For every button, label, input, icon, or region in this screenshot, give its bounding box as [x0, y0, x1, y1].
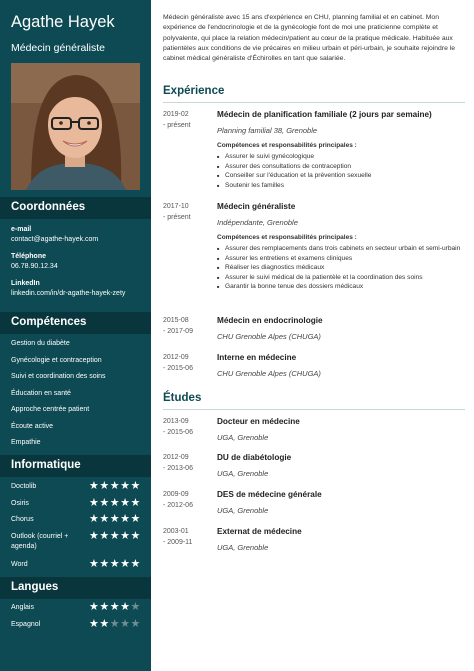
date-start: 2012-09: [163, 354, 189, 361]
responsibilities-list: [217, 244, 467, 292]
it-skill-label: Chorus: [11, 516, 34, 523]
skill-item: Approche centrée patient: [11, 406, 90, 413]
star-filled-icon: ★: [109, 513, 121, 525]
date-start: 2012-09: [163, 454, 189, 461]
job-title: Interne en médecine: [217, 353, 297, 362]
rating-stars: [89, 559, 141, 570]
star-filled-icon: ★: [109, 497, 121, 509]
list-item: ■ Réaliser les diagnostics médicaux: [217, 263, 467, 273]
star-filled-icon: ★: [89, 618, 100, 630]
employer: Planning familial 38, Grenoble: [217, 126, 318, 135]
star-filled-icon: ★: [99, 480, 110, 492]
employer: Indépendante, Grenoble: [217, 218, 298, 227]
email-label: e-mail: [11, 226, 32, 233]
degree-title: Docteur en médecine: [217, 417, 300, 426]
star-filled-icon: ★: [99, 618, 110, 630]
rating-stars: [89, 602, 141, 613]
rating-stars: [89, 481, 141, 492]
date-end: - 2015-06: [163, 365, 193, 372]
star-filled-icon: ★: [130, 530, 141, 542]
employer: CHU Grenoble Alpes (CHUGA): [217, 369, 321, 378]
list-item: ■ Assurer le suivi médical de la patientèle et la coordination des soins: [217, 273, 467, 283]
list-item: ■ Conseiller sur l'éducation et la prévention sexuelle: [217, 171, 467, 181]
date-end: - présent: [163, 214, 191, 221]
star-filled-icon: ★: [109, 558, 121, 570]
list-item: ■ Assurer les entretiens et examens cliniques: [217, 254, 467, 264]
star-filled-icon: ★: [109, 480, 121, 492]
skill-item: Éducation en santé: [11, 390, 71, 397]
school: UGA, Grenoble: [217, 506, 269, 515]
star-filled-icon: ★: [89, 601, 100, 613]
it-skill-label: Doctolib: [11, 483, 37, 490]
responsibilities-list: [217, 152, 467, 190]
education-section-title: Études: [163, 392, 202, 404]
it-skill-label: Osiris: [11, 500, 29, 507]
star-filled-icon: ★: [109, 530, 121, 542]
it-section-title: Informatique: [0, 455, 151, 477]
skills-section-title: Compétences: [0, 312, 151, 334]
job-title: Médecin généraliste: [217, 202, 296, 211]
star-filled-icon: ★: [130, 497, 141, 509]
list-item: ■ Garantir la bonne tenue des dossiers médicaux: [217, 282, 467, 292]
star-filled-icon: ★: [99, 530, 110, 542]
section-divider: [163, 102, 465, 103]
responsibilities-heading: Compétences et responsabilités principales :: [217, 142, 357, 149]
language-label: Anglais: [11, 604, 34, 611]
phone-value[interactable]: 06.78.90.12.34: [11, 263, 58, 270]
star-filled-icon: ★: [89, 497, 100, 509]
degree-title: DU de diabétologie: [217, 453, 292, 462]
portrait-image: [11, 63, 140, 190]
star-filled-icon: ★: [120, 513, 131, 525]
date-end: - 2009-11: [163, 539, 193, 546]
date-start: 2003-01: [163, 528, 189, 535]
skill-item: Empathie: [11, 439, 41, 446]
employer: CHU Grenoble Alpes (CHUGA): [217, 332, 321, 341]
responsibilities-heading: Compétences et responsabilités principales :: [217, 234, 357, 241]
star-filled-icon: ★: [130, 558, 141, 570]
school: UGA, Grenoble: [217, 469, 269, 478]
it-skill-label: Word: [11, 561, 28, 568]
star-filled-icon: ★: [89, 558, 100, 570]
rating-stars: [89, 498, 141, 509]
degree-title: DES de médecine générale: [217, 490, 322, 499]
date-end: - présent: [163, 122, 191, 129]
date-end: - 2017-09: [163, 328, 193, 335]
star-filled-icon: ★: [89, 530, 100, 542]
phone-label: Téléphone: [11, 253, 47, 260]
list-item: ■ Assurer des remplacements dans trois cabinets en secteur urbain et semi-urbain: [217, 244, 467, 254]
date-start: 2015-08: [163, 317, 189, 324]
main-content: [151, 0, 474, 671]
language-label: Espagnol: [11, 621, 41, 628]
star-filled-icon: ★: [120, 530, 131, 542]
star-filled-icon: ★: [99, 513, 110, 525]
star-empty-icon: ★: [120, 618, 131, 630]
star-filled-icon: ★: [120, 601, 131, 613]
linkedin-value[interactable]: linkedin.com/in/dr-agathe-hayek-zety: [11, 290, 126, 297]
section-divider: [163, 409, 465, 410]
star-empty-icon: ★: [130, 618, 141, 630]
star-filled-icon: ★: [109, 601, 121, 613]
experience-section-title: Expérience: [163, 85, 225, 97]
profile-summary: Médecin généraliste avec 15 ans d'expérience en CHU, planning familial et en cabinet. Mon expérience de l'endocrinologie et de la gynécologie font de moi une praticienne complète et polyvalente, qui place la relation médecin/patient au cœur de la pratique médicale. Habituée aux patientèles aux conditions de vie précaires en milieu urbain et péri-urbain, je souhaite rejoindre le cabinet médical généraliste d'Échirolles en tant que salariée.: [163, 14, 456, 63]
skill-item: Écoute active: [11, 423, 54, 430]
star-filled-icon: ★: [130, 513, 141, 525]
contact-section-title: Coordonnées: [0, 197, 151, 219]
star-filled-icon: ★: [130, 480, 141, 492]
date-end: - 2013-06: [163, 465, 193, 472]
star-filled-icon: ★: [89, 513, 100, 525]
skill-item: Gestion du diabète: [11, 340, 70, 347]
date-start: 2019-02: [163, 111, 189, 118]
school: UGA, Grenoble: [217, 543, 269, 552]
date-end: - 2015-06: [163, 429, 193, 436]
date-start: 2013-09: [163, 418, 189, 425]
star-filled-icon: ★: [99, 497, 110, 509]
list-item: ■ Assurer des consultations de contraception: [217, 162, 467, 172]
linkedin-label: LinkedIn: [11, 280, 40, 287]
skill-item: Suivi et coordination des soins: [11, 373, 106, 380]
school: UGA, Grenoble: [217, 433, 269, 442]
candidate-role: Médecin généraliste: [11, 42, 105, 54]
star-empty-icon: ★: [130, 601, 141, 613]
list-item: ■ Assurer le suivi gynécologique: [217, 152, 467, 162]
rating-stars: [89, 619, 141, 630]
star-filled-icon: ★: [99, 601, 110, 613]
star-empty-icon: ★: [109, 618, 121, 630]
languages-section-title: Langues: [0, 577, 151, 599]
date-start: 2009-09: [163, 491, 189, 498]
degree-title: Externat de médecine: [217, 527, 302, 536]
star-filled-icon: ★: [89, 480, 100, 492]
it-skill-label: Outlook (courriel + agenda): [11, 533, 69, 550]
skill-item: Gynécologie et contraception: [11, 357, 102, 364]
candidate-name: Agathe Hayek: [11, 13, 115, 31]
rating-stars: [89, 514, 141, 525]
star-filled-icon: ★: [120, 497, 131, 509]
rating-stars: [89, 531, 141, 542]
sidebar: [0, 0, 151, 671]
date-start: 2017-10: [163, 203, 189, 210]
date-end: - 2012-06: [163, 502, 193, 509]
job-title: Médecin en endocrinologie: [217, 316, 323, 325]
star-filled-icon: ★: [99, 558, 110, 570]
profile-photo: [11, 63, 140, 190]
list-item: ■ Soutenir les familles: [217, 181, 467, 191]
star-filled-icon: ★: [120, 480, 131, 492]
star-filled-icon: ★: [120, 558, 131, 570]
job-title: Médecin de planification familiale (2 jours par semaine): [217, 110, 432, 119]
email-value[interactable]: contact@agathe-hayek.com: [11, 236, 99, 243]
